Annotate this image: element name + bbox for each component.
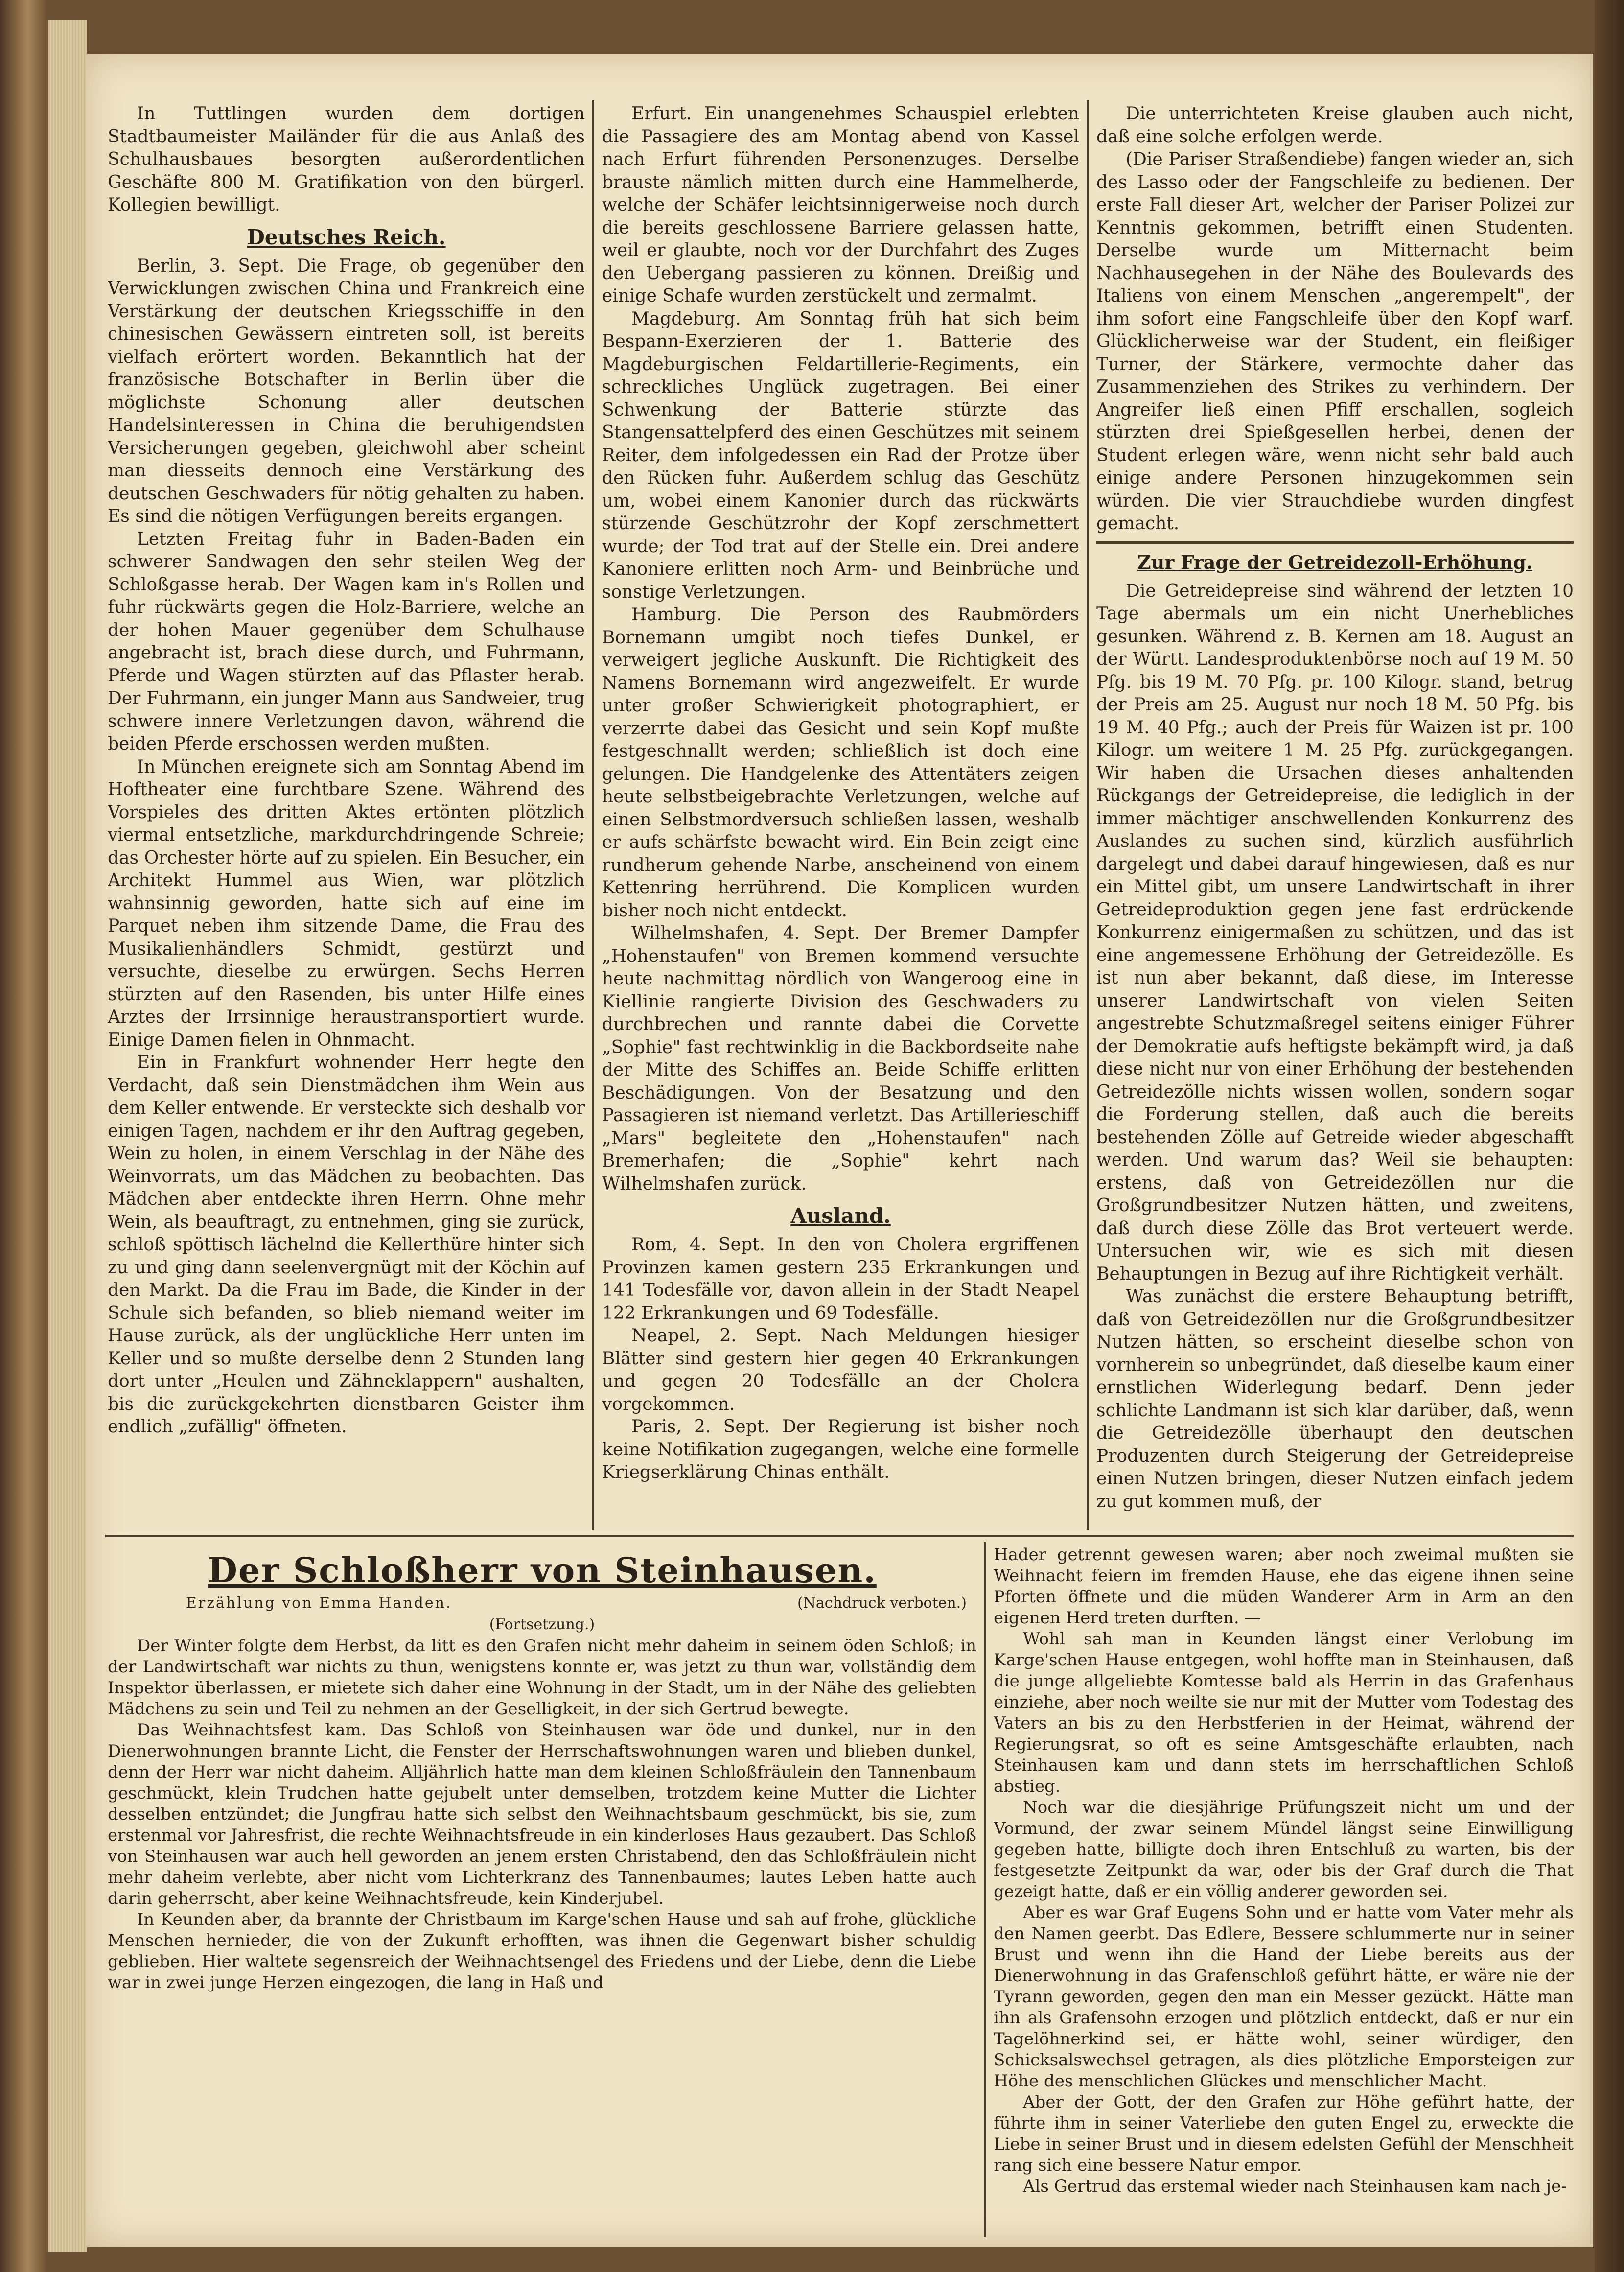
article-getreidepreise: Die Getreidepreise sind während der letzten 10 Tage abermals um ein nicht Unerhebliches gesunken. Während z. B. Kernen am 18. August an der Württ. Landesproduktenbörse noch auf 19 M. 50 Pfg. bis 19 M. 70 Pfg. pr. 100 Kilogr. stand, betrug der Preis am 25. August nur noch 18 M. 50 Pfg. bis 19 M. 40 Pfg.; auch der Preis für Waizen ist pr. 100 Kilogr. um weitere 1 M. 25 Pfg. zurückgegangen. Wir haben die Ursachen dieses anhaltenden Rückgangs der Getreidepreise, die lediglich in der immer mächtiger anschwellenden Konkurrenz des Auslandes zu suchen sind, kürzlich ausführlich dargelegt und dabei darauf hingewiesen, daß es nur ein Mittel gibt, um unsere Landwirtschaft in ihrer Getreideproduktion gegen jene fast erdrückende Konkurrenz einigermaßen zu schützen, und das ist eine angemessene Erhöhung der Getreidezölle. Es ist nun aber bekannt, daß diese, im Interesse unserer Landwirtschaft von vielen Seiten angestrebte Schutzmaßregel seitens einiger Führer der Demokratie aufs heftigste bekämpft wird, ja daß diese nicht nur von einer Erhöhung der bestehenden Getreidezölle nichts wissen wollen, sondern sogar die Forderung stellen, daß auch die bereits bestehenden Zölle auf Getreide wieder abgeschafft werden. Und warum das? Weil sie behaupten: erstens, daß von Getreidezöllen nur die Großgrundbesitzer Nutzen hätten, und zweitens, daß durch diese Zölle das Brot verteuert werde. Untersuchen wir, wie es sich mit diesen Behauptungen in Bezug auf ihre Richtigkeit verhält. [1096, 581, 1574, 1284]
section-heading-ausland: Ausland. [790, 1204, 891, 1228]
article-rom: Rom, 4. Sept. In den von Cholera ergriffenen Provinzen kamen gestern 235 Erkrankungen und 141 Todesfälle vor, davon allein in der Stadt Neapel 122 Erkrankungen und 69 Todesfälle. [602, 1235, 1079, 1323]
story-paragraph: Wohl sah man in Keunden längst einer Verlobung im Karge'schen Hause entgegen, wohl hoffte man in Steinhausen, daß die junge allgeliebte Komtesse bald als Herrin in das Grafenhaus einziehe, aber noch weilte sie nur mit der Mutter vom Todestag des Vaters an bis zu den Herbstferien in der Heimat, während der Regierungsrat, so oft es seine Amtsgeschäfte erlaubten, nach Steinhausen kam und dann stets im herrschaftlichen Schloß abstieg. [994, 1629, 1574, 1796]
story-right-column [994, 1545, 1574, 2240]
article-neapel: Neapel, 2. Sept. Nach Meldungen hiesiger Blätter sind gestern hier gegen 40 Erkrankungen und gegen 20 Todesfälle an der Cholera vorgekommen. [602, 1326, 1079, 1414]
story-left-column [108, 1545, 976, 2240]
book-binding [0, 0, 46, 2272]
article-hamburg: Hamburg. Die Person des Raubmörders Bornemann umgibt noch tiefes Dunkel, er verweigert jegliche Auskunft. Die Richtigkeit des Namens Bornemann wird angezweifelt. Er wurde unter großer Schwierigkeit photographiert, er verzerrte dabei das Gesicht und sein Kopf mußte festgeschnallt werden; schließlich ist doch eine gelungen. Die Handgelenke des Attentäters zeigen heute selbstbeigebrachte Verletzungen, welche auf einen Selbstmordversuch schließen lassen, weshalb er aufs schärfste bewacht wird. Ein Bein zeigt eine rundherum gehende Narbe, anscheinend von einem Kettenring herrührend. Die Komplicen wurden bisher noch nicht entdeckt. [602, 605, 1079, 921]
article-magdeburg: Magdeburg. Am Sonntag früh hat sich beim Bespann-Exerzieren der 1. Batterie des Magdeburgischen Feldartillerie-Regiments, ein schreckliches Unglück zugetragen. Bei einer Schwenkung der Batterie stürzte das Stangensattelpferd des einen Geschützes mit seinem Reiter, dem infolgedessen ein Rad der Protze über den Rücken fuhr. Außerdem schlug das Geschütz um, wobei einem Kanonier durch das rückwärts stürzende Geschützrohr der Kopf zerschmettert wurde; der Tod trat auf der Stelle ein. Drei andere Kanoniere erlitten noch Arm- und Beinbrüche und sonstige Verletzungen. [602, 308, 1079, 602]
column-divider-1 [592, 100, 594, 1530]
story-title: Der Schloßherr von Steinhausen. [208, 1550, 877, 1591]
story-paragraph: Als Gertrud das erstemal wieder nach Steinhausen kam nach je- [1023, 2177, 1567, 2196]
story-paragraph: Das Weihnachtsfest kam. Das Schloß von Steinhausen war öde und dunkel, nur in den Dienerwohnungen brannte Licht, die Fenster der Herrschaftswohnungen waren und blieben dunkel, denn der Herr war nicht daheim. Alljährlich hatte man dem kleinen Schloßfräulein den Tannenbaum geschmückt, klein Trudchen hatte gejubelt unter demselben, trotzdem keine Mutter die Lichter desselben entzündet; die Jungfrau hatte sich selbst den Weihnachtsbaum geschmückt, bis sie, zum erstenmal vor Jahresfrist, die rechte Weihnachtsfreude in ein kinderloses Haus gezaubert. Das Schloß von Steinhausen war auch hell geworden an jenem ersten Christabend, den das Schloßfräulein nicht mehr daheim verlebte, aber nicht vom Lichterkranz des Tannenbaumes; lautes Leben hatte auch darin geherrscht, aber keine Weihnachtsfreude, kein Kinderjubel. [108, 1720, 976, 1908]
feuilleton-divider [105, 1535, 1574, 1537]
story-paragraph: Noch war die diesjährige Prüfungszeit nicht um und der Vormund, der zwar seinem Mündel längst seine Einwilligung gegeben hatte, billigte doch ihren Entschluß zu warten, bis der festgesetzte Zeitpunkt da war, oder bis der Graf durch die That gezeigt hatte, daß er ein völlig anderer geworden sei. [994, 1798, 1574, 1901]
column-divider-2 [1087, 100, 1089, 1530]
story-paragraph: In Keunden aber, da brannte der Christbaum im Karge'schen Hause und sah auf frohe, glückliche Menschen hernieder, die von der Zukunft erhofften, was ihnen die Gegenwart bisher schuldig geblieben. Hier waltete segensreich der Weihnachtsengel des Friedens und der Liebe, denn die Liebe war in zwei junge Herzen eingezogen, die lang in Haß und [108, 1910, 976, 1992]
story-author: Erzählung von Emma Handen. [186, 1594, 452, 1612]
story-column-divider [984, 1542, 986, 2237]
article-tuttlingen: In Tuttlingen wurden dem dortigen Stadtbaumeister Mailänder für die aus Anlaß des Schulhausbaues besorgten außerordentlichen Geschäfte 800 M. Gratifikation von den bürgerl. Kollegien bewilligt. [108, 104, 585, 215]
article-erfurt: Erfurt. Ein unangenehmes Schauspiel erlebten die Passagiere des am Montag abend von Kassel nach Erfurt führenden Personenzuges. Derselbe brauste nämlich mitten durch eine Hammelherde, welche der Schäfer leichtsinnigerweise noch durch die bereits geschlossene Barriere gelassen hatte, weil er glaubte, noch vor der Durchfahrt des Zuges den Uebergang passieren zu können. Dreißig und einige Schafe wurden zerstückelt und zermalmt. [602, 104, 1079, 306]
article-pariser-strassendiebe: (Die Pariser Straßendiebe) fangen wieder an, sich des Lasso oder der Fangschleife zu bedienen. Der erste Fall dieser Art, welcher der Pariser Polizei zur Kenntnis gekommen, betrifft einen Studenten. Derselbe wurde um Mitternacht beim Nachhausegehen in der Nähe des Boulevards des Italiens von einem Menschen „angerempelt", der ihm sofort eine Fangschleife über den Kopf warf. Glücklicherweise war der Student, ein fleißiger Turner, der Stärkere, vermochte daher das Zusammenziehen des Strikes zu verhindern. Der Angreifer ließ einen Pfiff erschallen, sogleich stürzten drei Spießgesellen herbei, denen der Student erlegen wäre, wenn nicht sehr bald auch einige andere Personen hinzugekommen sein würden. Die vier Strauchdiebe wurden dingfest gemacht. [1096, 149, 1574, 534]
story-paragraph: Aber der Gott, der den Grafen zur Höhe geführt hatte, der führte ihm in seiner Vaterliebe den guten Engel zu, erweckte die Liebe in seiner Brust und in diesem edelsten Gefühl der Menschheit rang sich eine bessere Natur empor. [994, 2092, 1574, 2175]
story-paragraph: Der Winter folgte dem Herbst, da litt es den Grafen nicht mehr daheim in seinem öden Schloß; in der Landwirtschaft war nichts zu thun, wenigstens konnte er, was jetzt zu thun war, vollständig dem Inspektor überlassen, er mietete sich daher eine Wohnung in der Stadt, um in der Nähe des geliebten Mädchens zu sein und Teil zu nehmen an der Geselligkeit, in der sich Gertrud bewegte. [108, 1636, 976, 1719]
column-3 [1096, 103, 1574, 1527]
article-frankfurt: Ein in Frankfurt wohnender Herr hegte den Verdacht, daß sein Dienstmädchen ihm Wein aus dem Keller entwende. Er versteckte sich deshalb vor einigen Tagen, nachdem er ihr den Auftrag gegeben, Wein zu holen, in einem Verschlag in der Nähe des Weinvorrats, um das Mädchen zu beobachten. Das Mädchen aber entdeckte ihren Herrn. Ohne mehr Wein, als beauftragt, zu entnehmen, ging sie zurück, schloß spöttisch lächelnd die Kellerthüre hinter sich zu und ging dann seelenvergnügt mit der Köchin auf den Markt. Da die Frau im Bade, die Kinder in der Schule sich befanden, so blieb niemand weiter im Hause zurück, als der unglückliche Herr unten im Keller und so mußte derselbe denn 2 Stunden lang dort unter „Heulen und Zähneklappern" aushalten, bis die zurückgekehrten dienstbaren Geister ihm endlich „zufällig" öffneten. [108, 1053, 585, 1437]
column-1 [108, 103, 585, 1527]
story-continued-note: (Fortsetzung.) [489, 1616, 595, 1633]
article-wilhelmshafen: Wilhelmshafen, 4. Sept. Der Bremer Dampfer „Hohenstaufen" von Bremen kommend versuchte heute nachmittag nördlich von Wangeroog eine in Kiellinie rangierte Division des Geschwaders zu durchbrechen und rannte dabei die Corvette „Sophie" fast rechtwinklig in die Backbordseite nahe der Mitte des Schiffes an. Beide Schiffe erlitten Beschädigungen. Von der Besatzung und den Passagieren ist niemand verletzt. Das Artillerieschiff „Mars" begleitete den „Hohenstaufen" nach Bremerhafen; die „Sophie" kehrt nach Wilhelmshafen zurück. [602, 923, 1079, 1194]
article-paris: Paris, 2. Sept. Der Regierung ist bisher noch keine Notifikation zugegangen, welche eine formelle Kriegserklärung Chinas enthält. [602, 1417, 1079, 1482]
section-heading-deutsches-reich: Deutsches Reich. [247, 225, 446, 249]
article-muenchen: In München ereignete sich am Sonntag Abend im Hoftheater eine furchtbare Szene. Während des Vorspieles des dritten Aktes ertönten plötzlich viermal entsetzliche, markdurchdringende Schreie; das Orchester hörte auf zu spielen. Ein Besucher, ein Architekt Hummel aus Wien, war plötzlich wahnsinnig geworden, hatte sich auf eine im Parquet neben ihm sitzende Dame, die Frau des Musikalienhändlers Schmidt, gestürzt und versuchte, dieselbe zu erwürgen. Sechs Herren stürzten auf den Rasenden, bis unter Hilfe eines Arztes der Irrsinnige heraustransportiert wurde. Einige Damen fielen in Ohnmacht. [108, 756, 585, 1050]
article-paris-continued: Die unterrichteten Kreise glauben auch nicht, daß eine solche erfolgen werde. [1096, 104, 1574, 147]
newspaper-page [86, 54, 1593, 2247]
article-berlin: Berlin, 3. Sept. Die Frage, ob gegenüber den Verwicklungen zwischen China und Frankreich eine Verstärkung der deutschen Kriegsschiffe in den chinesischen Gewässern eintreten soll, ist bereits vielfach erörtert worden. Bekanntlich hat der französische Botschafter in Berlin über die möglichste Schonung aller deutschen Handelsinteressen in China die beruhigendsten Versicherungen gegeben, gleichwohl aber scheint man diesseits dennoch eine Verstärkung des deutschen Geschwaders für nötig gehalten zu haben. Es sind die nötigen Verfügungen bereits ergangen. [108, 256, 585, 526]
section-heading-getreidezoll: Zur Frage der Getreidezoll-Erhöhung. [1096, 541, 1574, 577]
article-getreidepreise-2: Was zunächst die erstere Behauptung betrifft, daß von Getreidezöllen nur die Großgrundbesitzer Nutzen hätten, so erscheint dieselbe schon von vornherein so unbegründet, daß dieselbe kaum einer ernstlichen Widerlegung bedarf. Denn jeder schlichte Landmann ist sich klar darüber, daß, wenn die Getreidezölle überhaupt den deutschen Produzenten durch Steigerung der Getreidepreise einen Nutzen bringen, dieser Nutzen einfach jedem zu gut kommen muß, der [1096, 1287, 1574, 1512]
next-page-edge [1595, 0, 1624, 2272]
story-paragraph: Aber es war Graf Eugens Sohn und er hatte vom Vater mehr als den Namen geerbt. Das Edlere, Bessere schlummerte nur in seiner Brust und wenn ihn die Hand der Liebe bereits aus der Dienerwohnung in das Grafenschloß geführt hätte, er wäre nie der Tyrann geworden, gegen den man ein Messer gezückt. Hätte man ihn als Grafensohn erzogen und plötzlich entdeckt, daß er nur ein Tagelöhnerkind sei, er hätte wohl, seiner würdiger, den Schicksalswechsel getragen, als dies plötzliche Emporsteigen zur Höhe des menschlichen Glückes und menschlicher Macht. [994, 1903, 1574, 2091]
story-byline [108, 1593, 976, 1614]
story-paragraph: Hader getrennt gewesen waren; aber noch zweimal mußten sie Weihnacht feiern im fremden Hause, ehe das eigene ihnen seine Pforten öffnete und die müden Wanderer Arm in Arm an den eigenen Herd treten durften. — [994, 1545, 1574, 1628]
article-baden-baden: Letzten Freitag fuhr in Baden-Baden ein schwerer Sandwagen den sehr steilen Weg der Schloßgasse herab. Der Wagen kam in's Rollen und fuhr rückwärts gegen die Holz-Barriere, welche an der hohen Mauer gegenüber dem Schulhause angebracht ist, brach diese durch, und Fuhrmann, Pferde und Wagen stürzten auf das Pflaster herab. Der Fuhrmann, ein junger Mann aus Sandweier, trug schwere innere Verletzungen davon, während die beiden Pferde erschossen werden mußten. [108, 529, 585, 754]
column-2 [602, 103, 1079, 1527]
story-rights-notice: (Nachdruck verboten.) [797, 1594, 967, 1612]
page-stack-edge [46, 20, 87, 2252]
